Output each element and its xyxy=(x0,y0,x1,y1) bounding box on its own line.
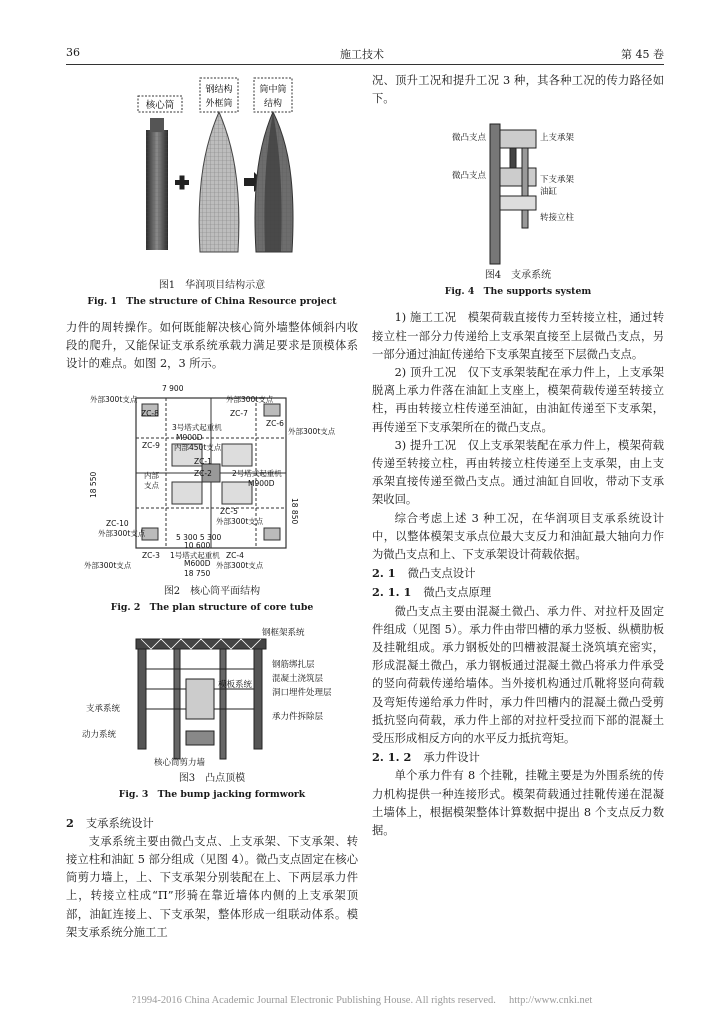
section-2-heading xyxy=(66,814,358,833)
label-support-system: 支承系统 xyxy=(86,703,121,714)
right-paragraph-6: 单个承力件有 8 个挂靴，挂靴主要是为外围系统的传力机构提供一种连接形式。模架荷载通过挂靴传递在混凝土墙体上，根据模架整体计算数据中提出 8 个支点反力数据。 xyxy=(372,769,664,838)
figure-3-caption-cn: 图3 凸点顶模 xyxy=(178,772,246,784)
figure-3-caption-en: Fig. 3 The bump jacking formwork xyxy=(118,788,306,800)
label-m900d2: M900D xyxy=(248,478,275,488)
steel-frame-model xyxy=(199,112,239,252)
core-tube-model xyxy=(146,118,168,250)
dim-18750: 18 750 xyxy=(184,568,211,578)
label-steel-frame-system: 钢框架系统 xyxy=(262,627,305,638)
section-2-1-title: 微凸支点设计 xyxy=(407,567,476,581)
label-crane1: 1号塔式起重机 xyxy=(170,550,220,560)
label-inner-2: 支点 xyxy=(144,480,159,490)
label-removal-layer: 承力件拆除层 xyxy=(272,711,324,722)
label-zc5: ZC-5 xyxy=(220,506,238,516)
section-2-1-1-heading xyxy=(372,583,664,602)
figure-3-formwork xyxy=(66,623,358,769)
label-zc3: ZC-3 xyxy=(142,550,160,560)
figure-1-diagram xyxy=(66,72,358,272)
dim-10600-b: 10 600 xyxy=(184,540,211,550)
volume-number: 第 45 卷 xyxy=(621,48,664,61)
right-paragraph-2: 2) 顶升工况 仅下支承架装配在承力件上，上支承架脱离上承力件落在油缸上支座上，模架荷载传递至转接立柱，再由转接立柱传递至油缸，由油缸传递至下支承架，再传递至下支承架所在的微凸支点。 xyxy=(372,366,664,434)
figure-1-caption-cn: 图1 华润项目结构示意 xyxy=(158,280,266,291)
page-number: 36 xyxy=(66,46,80,59)
label-inner-1: 内部 xyxy=(144,470,159,480)
label-in450: 内部450t支点 xyxy=(174,442,222,452)
label-out-300-c: 外部300t支点 xyxy=(216,516,264,526)
figure-2-caption-en: Fig. 2 The plan structure of core tube xyxy=(110,601,314,613)
header-rule xyxy=(66,64,664,65)
figure-2-caption-cn: 图2 核心筒平面结构 xyxy=(163,585,261,597)
label-out-300-tr: 外部300t支点 xyxy=(226,394,274,404)
dim-18550: 18 550 xyxy=(89,471,98,498)
right-paragraph-5: 微凸支点主要由混凝土微凸、承力件、对拉杆及固定件组成（见图 5）。承力件由带凹槽的承力竖板、纵横肋板及挂靴组成。承力钢板处的凹槽被混凝土浇筑填充密实，形成混凝土微凸，承力钢板通过混凝土微凸将承力件承受的竖向荷载传递给墙体。当外接机构通过爪靴将竖向荷载及弯矩传递给承力件时，承力件凹槽内的混凝土微凸受剪抵抗竖向荷载，承力件上部的对拉杆受拉而下部的混凝土受压形成相反方向的水平反力抵抗弯矩。 xyxy=(372,604,664,746)
label-crane2: 2号塔式起重机 xyxy=(232,468,282,478)
label-zc1: ZC-1 xyxy=(194,456,212,466)
label-rebar-layer: 钢筋绑扎层 xyxy=(272,659,315,670)
dim-7900: 7 900 xyxy=(162,383,184,393)
dim-18850: 18 850 xyxy=(290,497,299,524)
label-tube-2: 结构 xyxy=(263,99,283,109)
label-tube-1: 筒中筒 xyxy=(259,85,287,95)
section-2-1-2-heading xyxy=(372,748,664,767)
label-power-system: 动力系统 xyxy=(82,729,117,740)
right-paragraph-1: 1) 施工工况 模架荷载直接传力至转接立柱，通过转接立柱一部分力传递给上支承架直接至上层微凸支点，另一部分通过油缸传递给下支承架直接至下层微凸支点。 xyxy=(372,311,664,361)
section-2-1-2-number: 2. 1. 2 xyxy=(372,750,412,765)
section-2-1-number: 2. 1 xyxy=(372,566,396,581)
label-zc2: ZC-2 xyxy=(194,468,212,478)
label-zc10: ZC-10 xyxy=(106,518,129,528)
figure-4-caption-cn: 图4 支承系统 xyxy=(484,270,552,282)
figure-4-support-system xyxy=(372,116,664,266)
section-2-1-1-number: 2. 1. 1 xyxy=(372,585,412,600)
label-core-tube: 核心筒 xyxy=(145,100,175,111)
right-paragraph-4: 综合考虑上述 3 种工况，在华润项目支承系统设计中，以整体模架支承点位最大支反力和油缸最大轴向力作为微凸支点和上、下支承架设计荷载依据。 xyxy=(372,511,664,562)
right-paragraph-0: 况、顶升工况和提升工况 3 种，其各种工况的传力路径如下。 xyxy=(372,74,664,106)
label-opening-layer: 洞口埋件处理层 xyxy=(272,687,332,698)
label-out-300-r: 外部300t支点 xyxy=(288,426,336,436)
right-paragraph-3: 3) 提升工况 仅上支承架装配在承力件上，模架荷载传递至转接立柱，再由转接立柱传递至上支承架，由上支承架直接传递至微凸支点。通过油缸自回收，带动下支承架收回。 xyxy=(372,438,664,507)
copyright-footer: ?1994-2016 China Academic Journal Electronic Publishing House. All rights reserved. http://www.cnki.net xyxy=(131,995,593,1006)
section-2-number: 2 xyxy=(66,815,74,830)
left-column xyxy=(66,72,358,942)
label-zc9: ZC-9 xyxy=(142,440,160,450)
label-zc6: ZC-6 xyxy=(266,418,284,428)
label-out-300-br: 外部300t支点 xyxy=(216,560,264,570)
journal-name: 施工技术 xyxy=(340,48,384,61)
label-steel-frame-1: 钢结构 xyxy=(205,85,233,95)
label-out-300-bl: 外部300t支点 xyxy=(84,560,132,570)
label-bump-support-mid: 微凸支点 xyxy=(452,171,487,182)
section-2-1-1-title: 微凸支点原理 xyxy=(423,586,492,600)
tube-in-tube-model xyxy=(255,112,293,252)
label-shear-wall: 核心筒剪力墙 xyxy=(154,757,206,768)
label-m900d: M900D xyxy=(176,432,203,442)
label-bump-support-top: 微凸支点 xyxy=(452,133,487,144)
label-steel-frame-2: 外框筒 xyxy=(205,99,233,109)
label-concrete-layer: 混凝土浇筑层 xyxy=(272,673,324,684)
figure-2-plan xyxy=(66,378,358,578)
label-formwork-system: 模板系统 xyxy=(218,679,253,690)
section-2-1-heading xyxy=(372,564,664,583)
label-m600d: M600D xyxy=(184,558,211,568)
label-zc4: ZC-4 xyxy=(226,550,244,560)
left-paragraph-2: 支承系统主要由微凸支点、上支承架、下支承架、转接立柱和油缸 5 部分组成（见图 4）。微凸支点固定在核心筒剪力墙上，上、下支承架分别装配在上、下两层承力件上，转接立柱成“Π”形骑在靠近墙体内侧的上支承架顶部，油缸连接上、下支承架，整体形成一组联动体系。模架支承系统分施工工 xyxy=(66,834,358,939)
figure-4-caption-en: Fig. 4 The supports system xyxy=(444,286,592,298)
label-out-300-l: 外部300t支点 xyxy=(98,528,146,538)
label-zc8: ZC-8 xyxy=(141,408,159,418)
label-out-300-tl: 外部300t支点 xyxy=(90,394,138,404)
label-upper-frame: 上支承架 xyxy=(540,133,575,144)
right-column xyxy=(372,72,664,840)
figure-1-caption-en: Fig. 1 The structure of China Resource project xyxy=(87,296,337,307)
left-paragraph-1: 力件的周转操作。如何既能解决核心筒外墙整体倾斜内收段的爬升，又能保证支承系统承载力满足要求是顶模体系设计的难点。如图 2，3 所示。 xyxy=(66,321,358,371)
label-transfer-column: 转接立柱 xyxy=(540,213,575,224)
label-crane3: 3号塔式起重机 xyxy=(172,422,222,432)
label-zc7: ZC-7 xyxy=(230,408,248,418)
arrow-plus-icon xyxy=(175,176,189,190)
label-cylinder: 油缸 xyxy=(540,187,558,198)
label-lower-frame: 下支承架 xyxy=(540,175,575,186)
section-2-1-2-title: 承力件设计 xyxy=(423,751,480,765)
dim-5300-b: 5 300 5 300 xyxy=(176,532,222,542)
section-2-title: 支承系统设计 xyxy=(85,816,154,830)
